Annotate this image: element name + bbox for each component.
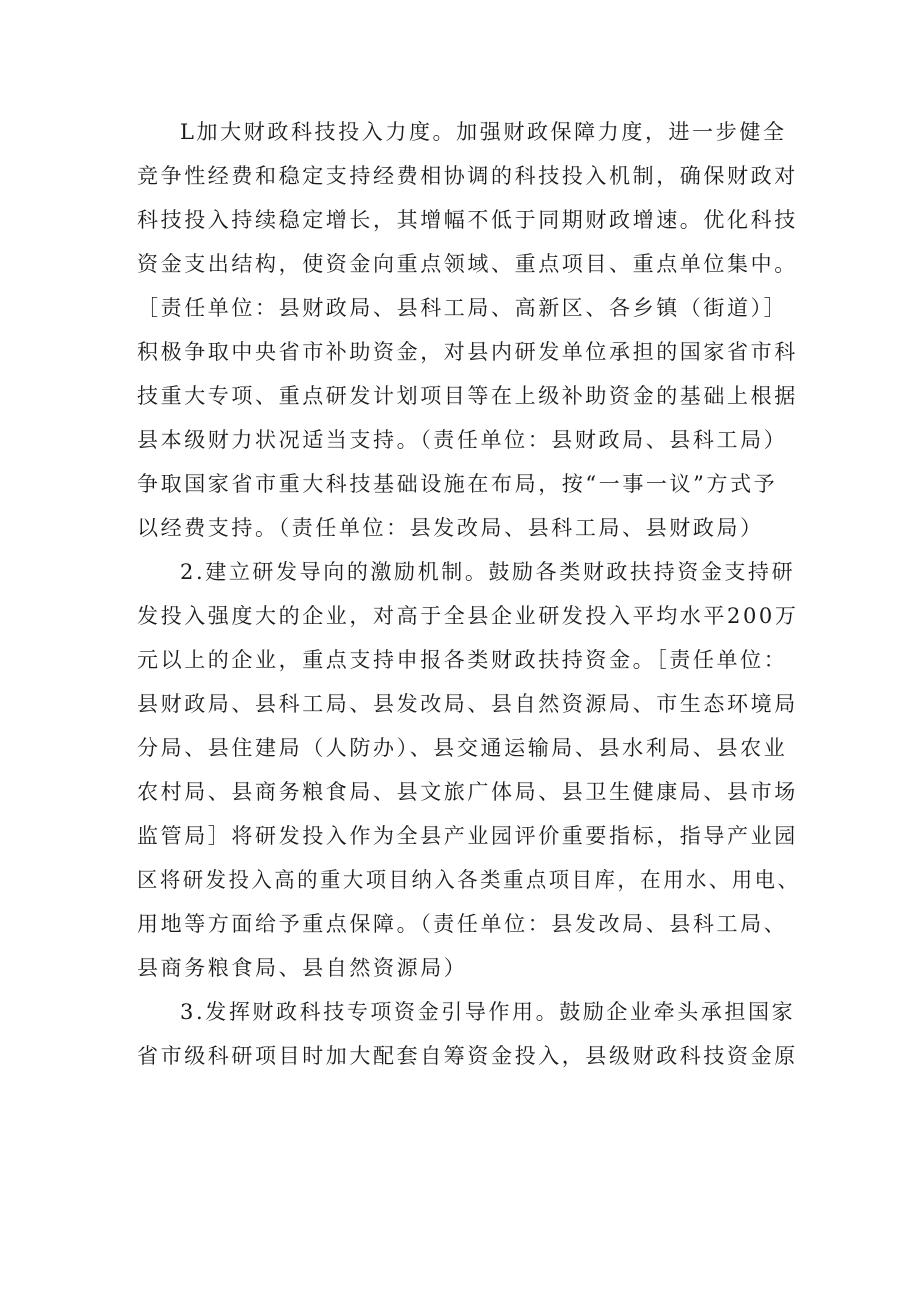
paragraph-1-line-2: 竞争性经费和稳定支持经费相协调的科技投入机制，确保财政对	[137, 164, 798, 188]
paragraph-2-line-6: 农村局、县商务粮食局、县文旅广体局、县卫生健康局、县市场	[137, 780, 798, 804]
paragraph-3-line-1: 3.发挥财政科技专项资金引导作用。鼓励企业牵头承担国家	[180, 1000, 796, 1024]
paragraph-2-line-8: 区将研发投入高的重大项目纳入各类重点项目库，在用水、用电、	[137, 868, 801, 892]
paragraph-2-line-10: 县商务粮食局、县自然资源局）	[137, 956, 468, 980]
paragraph-1-line-5: ［责任单位：县财政局、县科工局、高新区、各乡镇（街道）］	[137, 296, 788, 320]
paragraph-1-line-3: 科技投入持续稳定增长，其增幅不低于同期财政增速。优化科技	[137, 208, 798, 232]
paragraph-2-line-2: 发投入强度大的企业，对高于全县企业研发投入平均水平200万	[137, 604, 799, 628]
paragraph-1-line-1: L加大财政科技投入力度。加强财政保障力度，进一步健全	[180, 120, 787, 144]
paragraph-2-line-7: 监管局］将研发投入作为全县产业园评价重要指标，指导产业园	[137, 824, 798, 848]
paragraph-1-line-6: 积极争取中央省市补助资金，对县内研发单位承担的国家省市科	[137, 340, 798, 364]
paragraph-1-line-8: 县本级财力状况适当支持。（责任单位：县财政局、县科工局）	[137, 428, 788, 452]
paragraph-1-line-10: 以经费支持。（责任单位：县发改局、县科工局、县财政局）	[137, 516, 764, 540]
paragraph-2-line-9: 用地等方面给予重点保障。（责任单位：县发改局、县科工局、	[137, 912, 788, 936]
paragraph-2-line-5: 分局、县住建局（人防办）、县交通运输局、县水利局、县农业	[137, 736, 788, 760]
paragraph-2-line-1: 2.建立研发导向的激励机制。鼓励各类财政扶持资金支持研	[180, 560, 796, 584]
paragraph-1-line-4: 资金支出结构，使资金向重点领域、重点项目、重点单位集中。	[137, 252, 798, 276]
paragraph-1-line-9: 争取国家省市重大科技基础设施在布局，按“一事一议”方式予	[137, 472, 778, 496]
paragraph-2-line-4: 县财政局、县科工局、县发改局、县自然资源局、市生态环境局	[137, 692, 798, 716]
paragraph-1-line-7: 技重大专项、重点研发计划项目等在上级补助资金的基础上根据	[137, 384, 798, 408]
paragraph-2-line-3: 元以上的企业，重点支持申报各类财政扶持资金。［责任单位：	[137, 648, 788, 672]
paragraph-3-line-2: 省市级科研项目时加大配套自筹资金投入，县级财政科技资金原	[137, 1044, 798, 1068]
